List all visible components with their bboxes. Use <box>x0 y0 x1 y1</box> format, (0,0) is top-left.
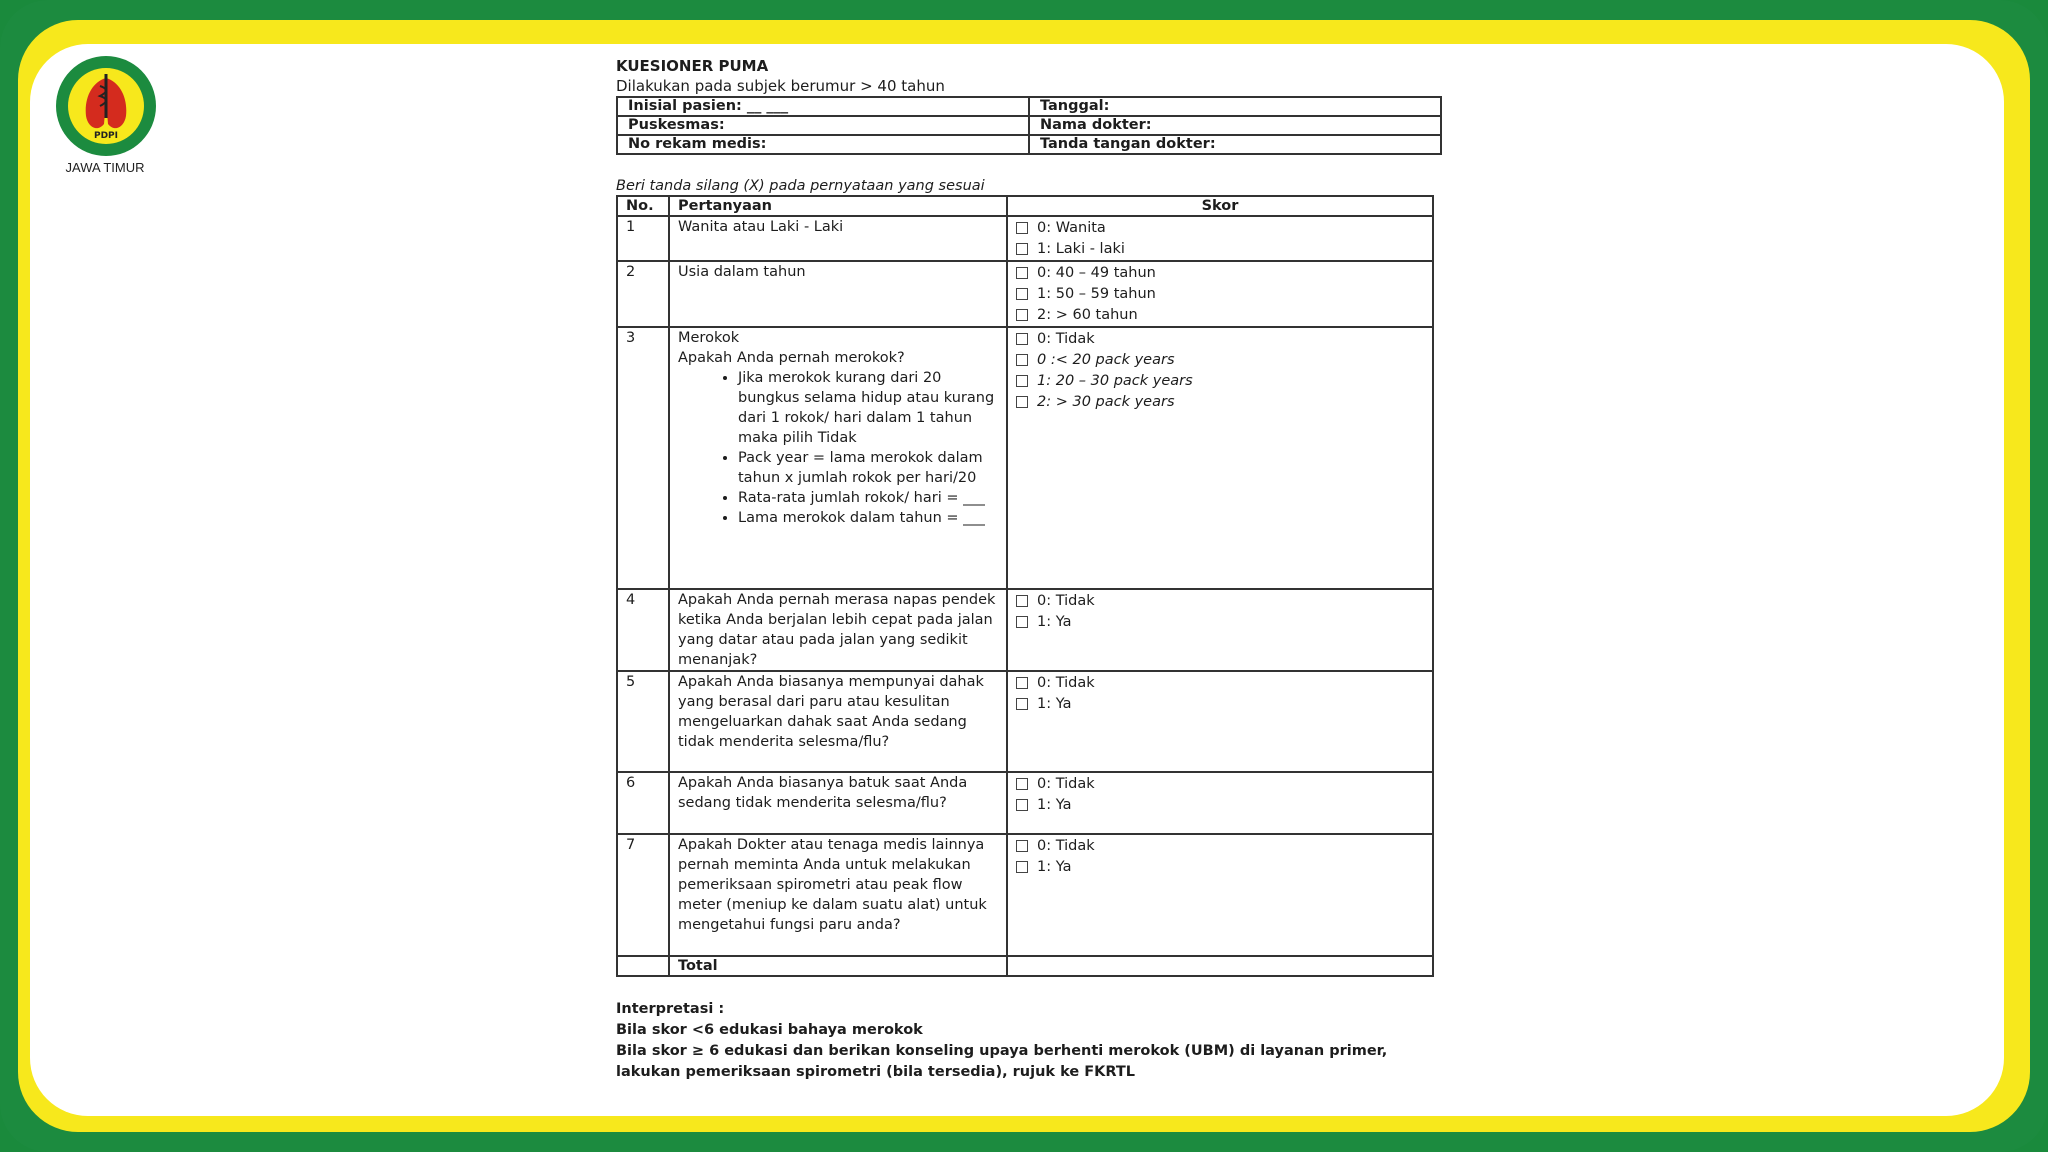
option-checkbox[interactable]: 0: Wanita <box>1016 217 1424 238</box>
question-subtext: Apakah Anda pernah merokok? <box>678 350 905 366</box>
checkbox-icon[interactable] <box>1016 677 1028 689</box>
option-checkbox[interactable]: 1: Laki - laki <box>1016 238 1424 259</box>
checkbox-icon[interactable] <box>1016 595 1028 607</box>
checkbox-icon[interactable] <box>1016 354 1028 366</box>
list-item: • Pack year = lama merokok dalam tahun x jumlah rokok per hari/20 <box>738 448 998 488</box>
table-row <box>617 327 1433 589</box>
medical-record-field: No rekam medis: <box>617 135 1029 154</box>
table-row <box>617 772 1433 834</box>
option-checkbox[interactable]: 0 :< 20 pack years <box>1016 349 1424 370</box>
option-checkbox[interactable]: 1: Ya <box>1016 856 1424 877</box>
questionnaire-document <box>616 56 1446 1083</box>
option-checkbox[interactable]: 1: Ya <box>1016 611 1424 632</box>
checkbox-icon[interactable] <box>1016 222 1028 234</box>
smoking-notes-list <box>678 368 998 528</box>
checkbox-icon[interactable] <box>1016 243 1028 255</box>
header-no: No. <box>617 196 669 216</box>
option-checkbox[interactable]: 0: Tidak <box>1016 773 1424 794</box>
checkbox-icon[interactable] <box>1016 698 1028 710</box>
score-options <box>1007 216 1433 261</box>
checkbox-icon[interactable] <box>1016 616 1028 628</box>
question-text: Apakah Anda biasanya mempunyai dahak yang berasal dari paru atau kesulitan mengeluarkan dahak saat Anda sedang tidak menderita selesma/flu? <box>669 671 1007 772</box>
list-item: • Rata-rata jumlah rokok/ hari = ___ <box>738 488 998 508</box>
checkbox-icon[interactable] <box>1016 333 1028 345</box>
row-number: 7 <box>617 834 669 956</box>
option-checkbox[interactable]: 2: > 30 pack years <box>1016 391 1424 412</box>
interpretation-line-1: Bila skor <6 edukasi bahaya merokok <box>616 1022 923 1038</box>
interpretation-line-2: Bila skor ≥ 6 edukasi dan berikan konseling upaya berhenti merokok (UBM) di layanan primer, lakukan pemeriksaan spirometri (bila tersedia), rujuk ke FKRTL <box>616 1043 1388 1080</box>
question-text: Wanita atau Laki - Laki <box>669 216 1007 261</box>
row-number: 2 <box>617 261 669 327</box>
patient-info-table <box>616 96 1442 155</box>
header-question: Pertanyaan <box>669 196 1007 216</box>
table-row <box>617 589 1433 671</box>
table-header-row <box>617 196 1433 216</box>
doctor-signature-field: Tanda tangan dokter: <box>1029 135 1441 154</box>
date-field: Tanggal: <box>1029 97 1441 116</box>
question-text: Apakah Anda biasanya batuk saat Anda sedang tidak menderita selesma/flu? <box>669 772 1007 834</box>
checkbox-icon[interactable] <box>1016 309 1028 321</box>
table-row <box>617 671 1433 772</box>
option-checkbox[interactable]: 0: Tidak <box>1016 590 1424 611</box>
option-checkbox[interactable]: 0: Tidak <box>1016 835 1424 856</box>
total-empty-cell <box>617 956 669 976</box>
score-options <box>1007 589 1433 671</box>
list-item: • Lama merokok dalam tahun = ___ <box>738 508 998 528</box>
checkbox-icon[interactable] <box>1016 840 1028 852</box>
question-text: Usia dalam tahun <box>669 261 1007 327</box>
row-number: 4 <box>617 589 669 671</box>
question-text: Apakah Dokter atau tenaga medis lainnya pernah meminta Anda untuk melakukan pemeriksaan spirometri atau peak flow meter (meniup ke dalam suatu alat) untuk mengetahui fungsi paru anda? <box>669 834 1007 956</box>
patient-initials-field: Inisial pasien: __ ___ <box>617 97 1029 116</box>
total-score-cell[interactable] <box>1007 956 1433 976</box>
option-checkbox[interactable]: 1: Ya <box>1016 794 1424 815</box>
question-text: Merokok <box>678 330 740 346</box>
checkbox-icon[interactable] <box>1016 778 1028 790</box>
row-number: 6 <box>617 772 669 834</box>
table-row <box>617 261 1433 327</box>
doctor-name-field: Nama dokter: <box>1029 116 1441 135</box>
option-checkbox[interactable]: 0: 40 – 49 tahun <box>1016 262 1424 283</box>
row-number: 1 <box>617 216 669 261</box>
pdpi-logo <box>54 54 158 158</box>
checkbox-icon[interactable] <box>1016 799 1028 811</box>
option-checkbox[interactable]: 2: > 60 tahun <box>1016 304 1424 325</box>
checkbox-icon[interactable] <box>1016 288 1028 300</box>
score-options <box>1007 261 1433 327</box>
score-options <box>1007 671 1433 772</box>
row-number: 3 <box>617 327 669 589</box>
table-row <box>617 834 1433 956</box>
document-title: KUESIONER PUMA <box>616 57 769 75</box>
checkbox-icon[interactable] <box>1016 267 1028 279</box>
score-options <box>1007 327 1433 589</box>
score-options <box>1007 772 1433 834</box>
option-checkbox[interactable]: 1: 20 – 30 pack years <box>1016 370 1424 391</box>
document-subtitle: Dilakukan pada subjek berumur > 40 tahun <box>616 77 945 95</box>
option-checkbox[interactable]: 1: 50 – 59 tahun <box>1016 283 1424 304</box>
question-cell <box>669 327 1007 589</box>
header-score: Skor <box>1007 196 1433 216</box>
puskesmas-field: Puskesmas: <box>617 116 1029 135</box>
questionnaire-table <box>616 195 1434 977</box>
checkbox-icon[interactable] <box>1016 861 1028 873</box>
checkbox-icon[interactable] <box>1016 396 1028 408</box>
list-item: • Jika merokok kurang dari 20 bungkus selama hidup atau kurang dari 1 rokok/ hari dalam 1 tahun maka pilih Tidak <box>738 368 998 448</box>
checkbox-icon[interactable] <box>1016 375 1028 387</box>
total-label: Total <box>669 956 1007 976</box>
row-number: 5 <box>617 671 669 772</box>
svg-text:PDPI: PDPI <box>93 131 119 141</box>
instruction-text: Beri tanda silang (X) pada pernyataan yang sesuai <box>616 178 985 194</box>
interpretation-block <box>616 999 1442 1083</box>
option-checkbox[interactable]: 1: Ya <box>1016 693 1424 714</box>
option-checkbox[interactable]: 0: Tidak <box>1016 328 1424 349</box>
total-row <box>617 956 1433 976</box>
score-options <box>1007 834 1433 956</box>
interpretation-title: Interpretasi : <box>616 1001 725 1017</box>
option-checkbox[interactable]: 0: Tidak <box>1016 672 1424 693</box>
question-text: Apakah Anda pernah merasa napas pendek ketika Anda berjalan lebih cepat pada jalan yang datar atau pada jalan yang sedikit menanjak? <box>669 589 1007 671</box>
table-row <box>617 216 1433 261</box>
region-label: JAWA TIMUR <box>65 160 145 175</box>
